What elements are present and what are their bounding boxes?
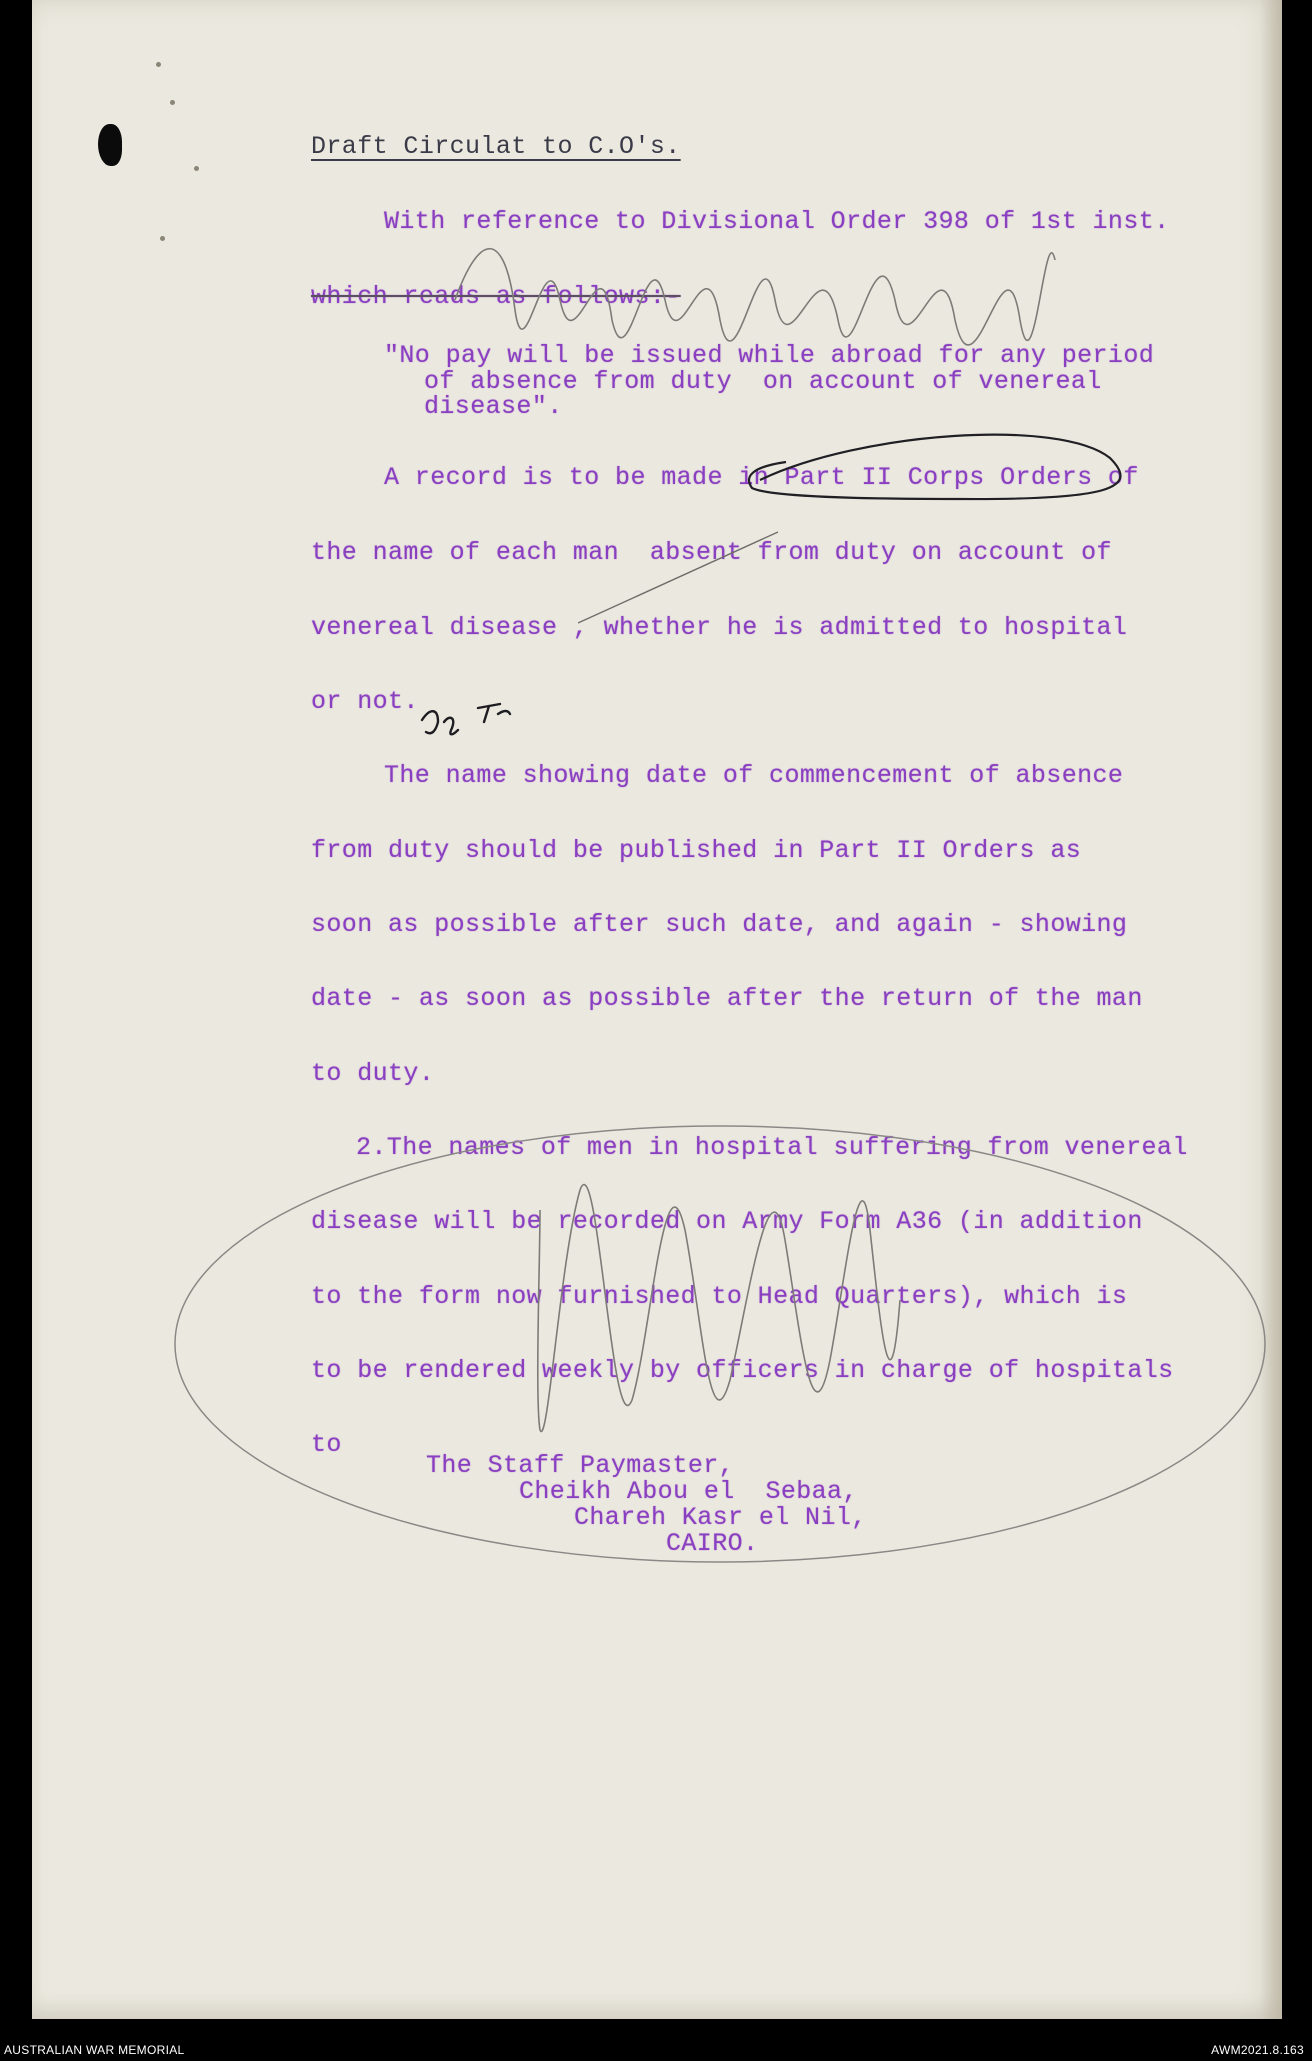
para3-line1: The name showing date of commencement of absence bbox=[384, 761, 1124, 790]
footer-archive-label: AUSTRALIAN WAR MEMORIAL bbox=[4, 2043, 185, 2057]
quote-line1: "No pay will be issued while abroad for any period bbox=[384, 341, 1155, 370]
footer-accession-number: AWM2021.8.163 bbox=[1211, 2043, 1304, 2057]
address-line2: Cheikh Abou el Sebaa, bbox=[519, 1477, 858, 1506]
paper-speck bbox=[160, 236, 165, 241]
para4-line1: 2.The names of men in hospital suffering from venereal bbox=[356, 1133, 1188, 1162]
paper-speck bbox=[194, 166, 199, 171]
para3-line4: date - as soon as possible after the return of the man bbox=[311, 984, 1143, 1013]
para4-line3: to the form now furnished to Head Quarters), which is bbox=[311, 1282, 1128, 1311]
para4-line2: disease will be recorded on Army Form A36 (in addition bbox=[311, 1207, 1143, 1236]
quote-line3: disease". bbox=[424, 392, 563, 421]
para2-line1 bbox=[384, 464, 1139, 492]
paper-speck bbox=[170, 100, 175, 105]
punch-hole bbox=[98, 124, 122, 166]
address-line3: Chareh Kasr el Nil, bbox=[574, 1503, 867, 1532]
address-line4: CAIRO. bbox=[666, 1529, 759, 1558]
para2-line1-text: A record is to be made in bbox=[384, 463, 785, 492]
paper-speck bbox=[156, 62, 161, 67]
document-title: Draft Circulat to C.O's. bbox=[311, 132, 681, 161]
para3-line5: to duty. bbox=[311, 1059, 435, 1088]
para2-line3: venereal disease , whether he is admitted to hospital bbox=[311, 613, 1128, 642]
address-line1: The Staff Paymaster, bbox=[426, 1451, 735, 1480]
para1-line1: With reference to Divisional Order 398 of 1st inst. bbox=[384, 207, 1170, 236]
para4-line4: to be rendered weekly by officers in charge of hospitals bbox=[311, 1356, 1174, 1385]
para2-line4: or not. bbox=[311, 687, 419, 716]
para1-line2-struck: which reads as follows:- bbox=[311, 282, 681, 311]
para4-line5: to bbox=[311, 1430, 342, 1459]
para3-line3: soon as possible after such date, and again - showing bbox=[311, 910, 1128, 939]
para3-line2: from duty should be published in Part II Orders as bbox=[311, 836, 1082, 865]
paper-edge-shadow bbox=[1260, 0, 1282, 2019]
quote-line2: of absence from duty on account of venereal bbox=[424, 367, 1102, 396]
circled-phrase: Part II Corps Orders of bbox=[784, 463, 1139, 492]
para2-line2: the name of each man absent from duty on account of bbox=[311, 538, 1112, 567]
